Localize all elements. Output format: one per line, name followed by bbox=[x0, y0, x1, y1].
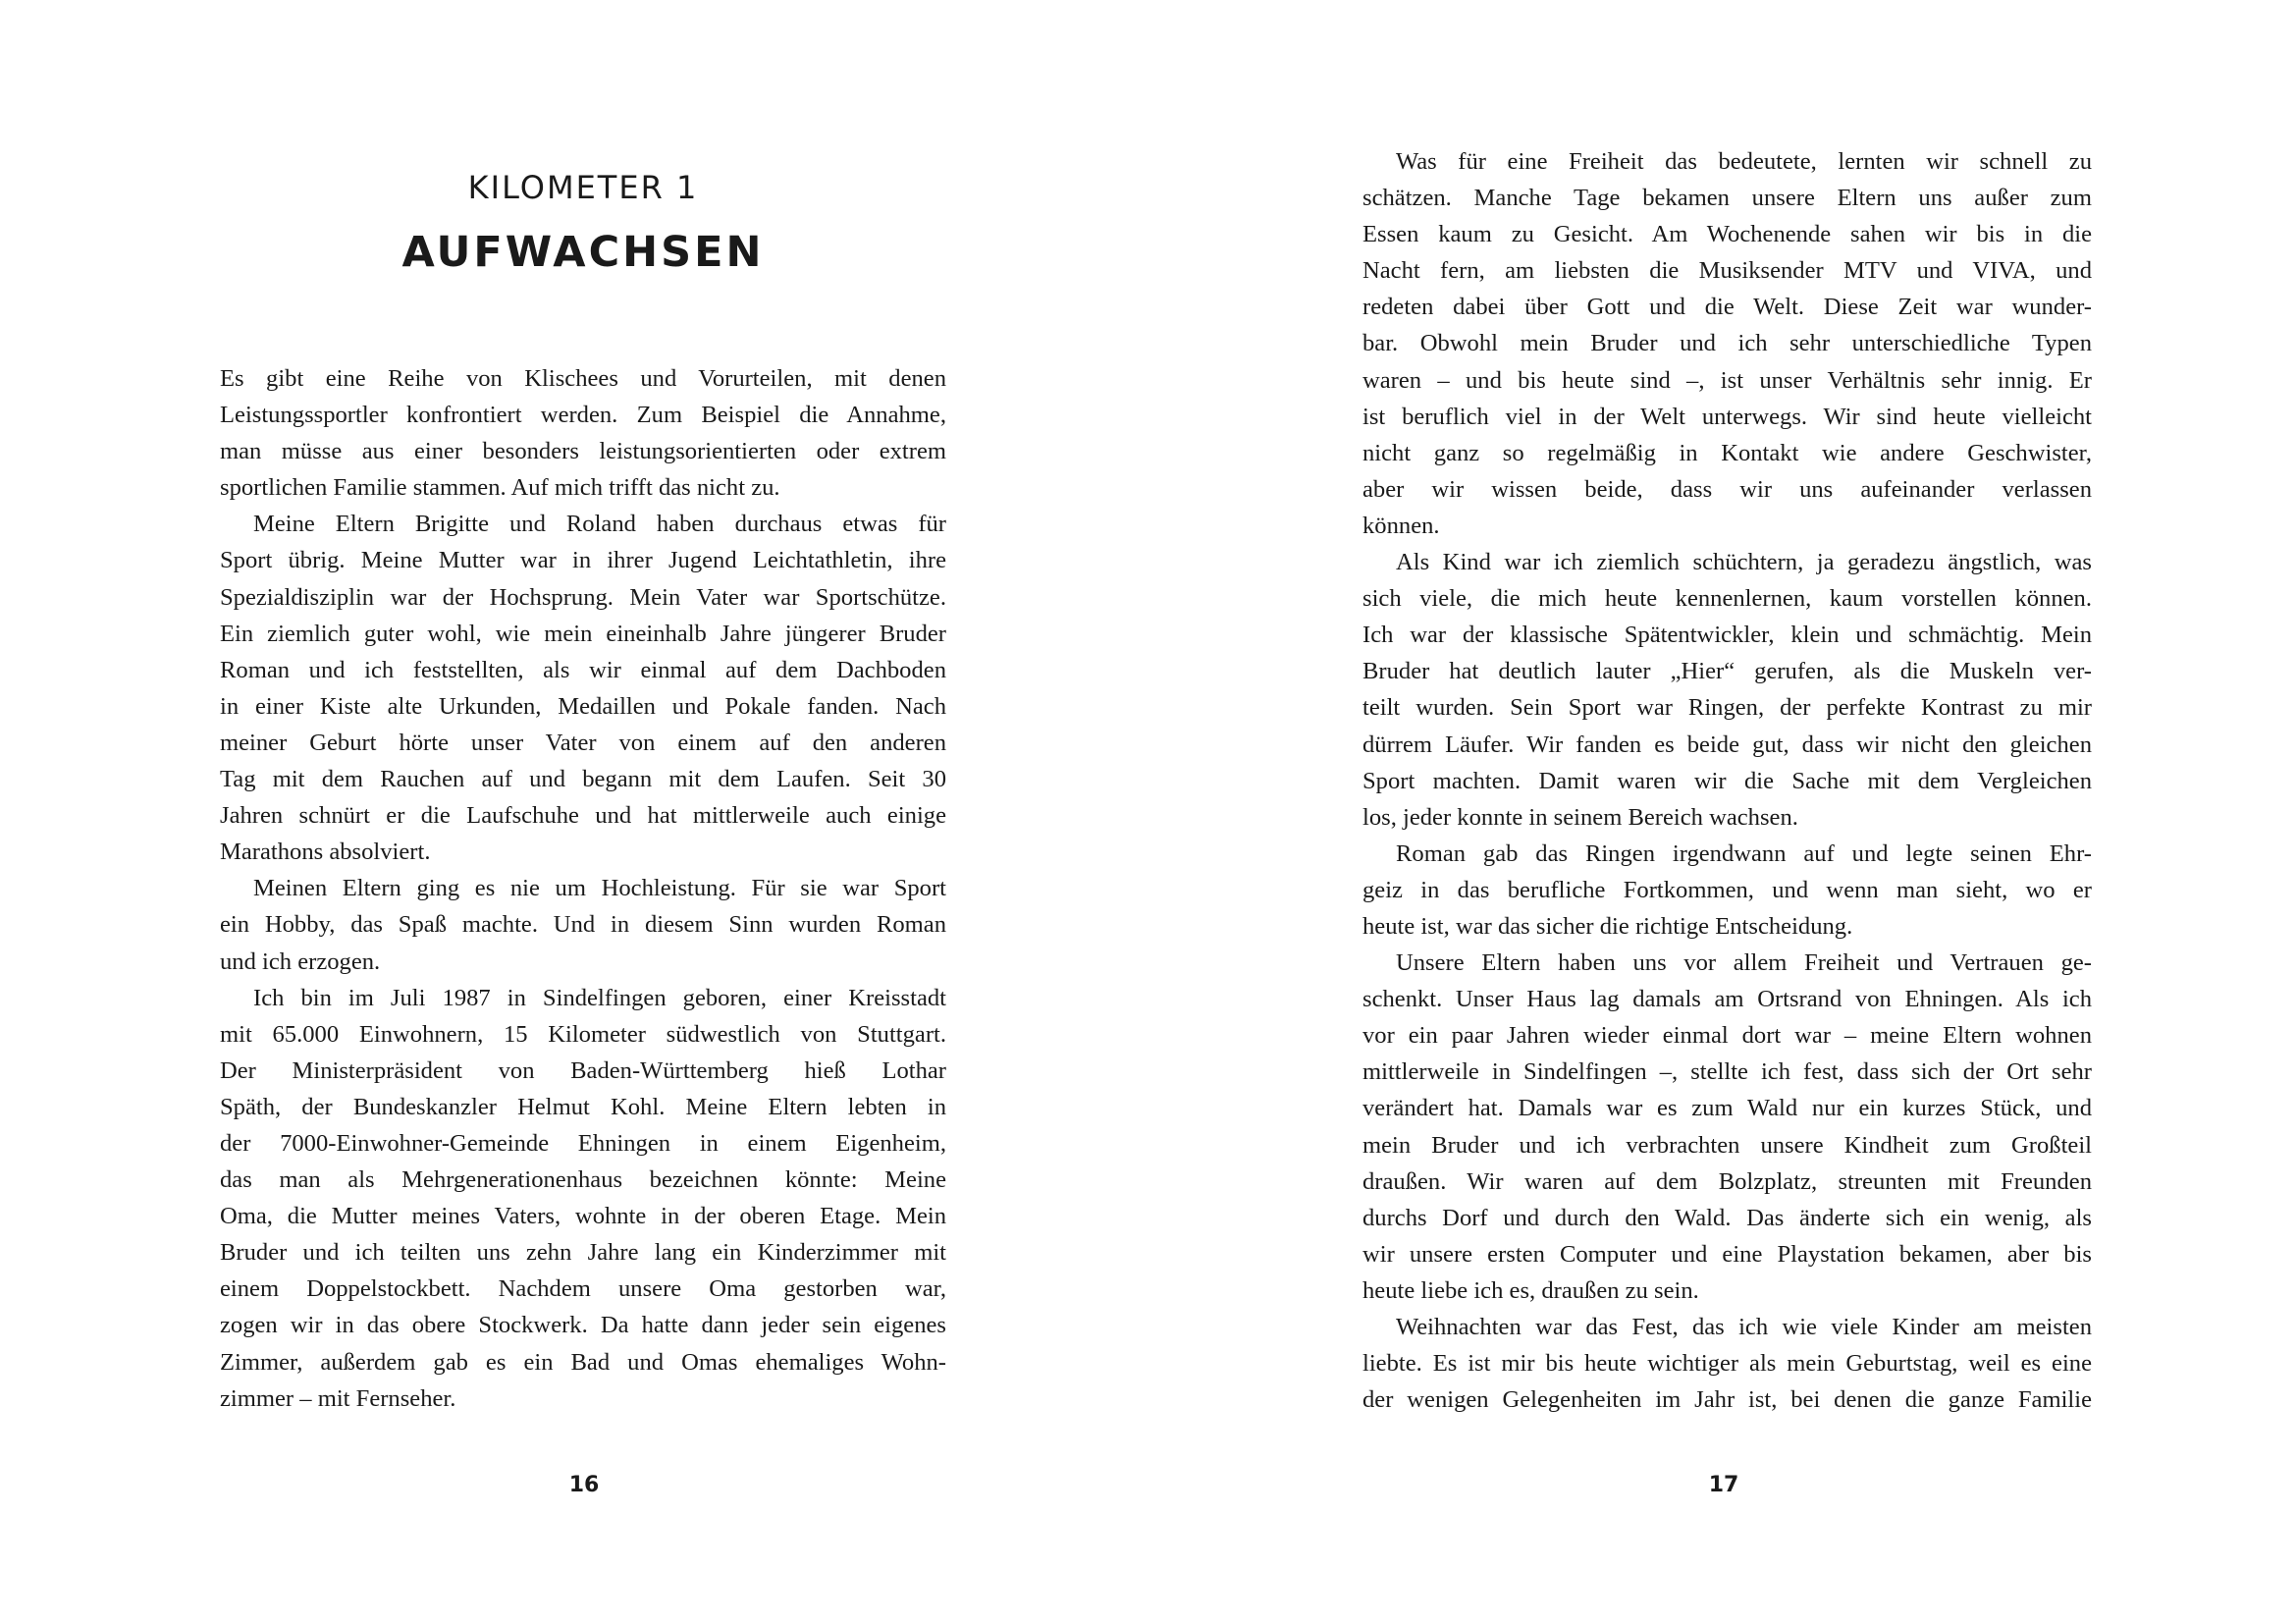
text-line: Zimmer, außerdem gab es ein Bad und Omas ehemaliges Wohn- bbox=[220, 1348, 946, 1376]
text-line: heute ist, war das sicher die richtige Entscheidung. bbox=[1362, 912, 1853, 940]
text-line: schätzen. Manche Tage bekamen unsere Eltern uns außer zum bbox=[1362, 185, 2092, 212]
text-line: Ich bin im Juli 1987 in Sindelfingen geboren, einer Kreisstadt bbox=[253, 984, 946, 1011]
text-line: ein Hobby, das Spaß machte. Und in diesem Sinn wurden Roman bbox=[220, 911, 946, 939]
text-line: das man als Mehrgenerationenhaus bezeichnen könnte: Meine bbox=[220, 1166, 946, 1194]
text-line: Spezialdisziplin war der Hochsprung. Mein Vater war Sportschütze. bbox=[220, 583, 946, 611]
text-line: können. bbox=[1362, 512, 1440, 539]
text-line: sich viele, die mich heute kennenlernen, kaum vorstellen können. bbox=[1362, 585, 2092, 613]
text-line: wir unsere ersten Computer und eine Playstation bekamen, aber bis bbox=[1362, 1240, 2092, 1268]
text-line: Es gibt eine Reihe von Klischees und Vorurteilen, mit denen bbox=[220, 365, 946, 392]
text-line: und ich erzogen. bbox=[220, 947, 381, 975]
text-line: Essen kaum zu Gesicht. Am Wochenende sahen wir bis in die bbox=[1362, 221, 2092, 248]
text-line: bar. Obwohl mein Bruder und ich sehr unterschiedliche Typen bbox=[1362, 330, 2092, 357]
text-line: Jahren schnürt er die Laufschuhe und hat mittlerweile auch einige bbox=[220, 802, 946, 830]
text-line: aber wir wissen beide, dass wir uns aufeinander verlassen bbox=[1362, 475, 2092, 503]
text-line: mittlerweile in Sindelfingen –, stellte ich fest, dass sich der Ort sehr bbox=[1362, 1058, 2092, 1086]
text-line: nicht ganz so regelmäßig in Kontakt wie andere Geschwister, bbox=[1362, 439, 2092, 466]
text-line: ist beruflich viel in der Welt unterwegs. Wir sind heute vielleicht bbox=[1362, 403, 2092, 430]
text-line: Roman und ich feststellten, als wir einmal auf dem Dachboden bbox=[220, 656, 946, 683]
text-line: liebte. Es ist mir bis heute wichtiger als mein Geburtstag, weil es eine bbox=[1362, 1350, 2092, 1378]
text-line: vor ein paar Jahren wieder einmal dort war – meine Eltern wohnen bbox=[1362, 1022, 2092, 1050]
text-line: Meinen Eltern ging es nie um Hochleistung. Für sie war Sport bbox=[253, 875, 946, 902]
chapter-kicker: KILOMETER 1 bbox=[467, 169, 699, 206]
text-line: heute liebe ich es, draußen zu sein. bbox=[1362, 1276, 1699, 1304]
text-line: Bruder hat deutlich lauter „Hier“ gerufen, als die Muskeln ver- bbox=[1362, 658, 2092, 685]
text-line: Meine Eltern Brigitte und Roland haben durchaus etwas für bbox=[253, 511, 946, 538]
text-line: draußen. Wir waren auf dem Bolzplatz, streunten mit Freunden bbox=[1362, 1167, 2092, 1195]
text-line: durchs Dorf und durch den Wald. Das änderte sich ein wenig, als bbox=[1362, 1204, 2092, 1231]
text-line: Roman gab das Ringen irgendwann auf und legte seinen Ehr- bbox=[1396, 839, 2092, 867]
text-line: sportlichen Familie stammen. Auf mich trifft das nicht zu. bbox=[220, 474, 780, 502]
text-line: mein Bruder und ich verbrachten unsere Kindheit zum Großteil bbox=[1362, 1131, 2092, 1159]
text-line: teilt wurden. Sein Sport war Ringen, der perfekte Kontrast zu mir bbox=[1362, 694, 2092, 722]
text-line: Bruder und ich teilten uns zehn Jahre lang ein Kinderzimmer mit bbox=[220, 1239, 946, 1267]
text-line: Weihnachten war das Fest, das ich wie viele Kinder am meisten bbox=[1396, 1314, 2092, 1340]
right-page bbox=[1148, 0, 2296, 1624]
text-line: Als Kind war ich ziemlich schüchtern, ja geradezu ängstlich, was bbox=[1396, 549, 2092, 576]
text-line: Der Ministerpräsident von Baden-Württemberg hieß Lothar bbox=[220, 1056, 946, 1084]
text-line: Späth, der Bundeskanzler Helmut Kohl. Meine Eltern lebten in bbox=[220, 1093, 946, 1120]
text-line: Was für eine Freiheit das bedeutete, lernten wir schnell zu bbox=[1396, 148, 2092, 175]
text-line: Tag mit dem Rauchen auf und begann mit dem Laufen. Seit 30 bbox=[220, 766, 946, 793]
page-number: 16 bbox=[568, 1473, 600, 1497]
text-line: zogen wir in das obere Stockwerk. Da hatte dann jeder sein eigenes bbox=[220, 1312, 946, 1339]
text-line: der wenigen Gelegenheiten im Jahr ist, bei denen die ganze Familie bbox=[1362, 1386, 2092, 1414]
text-line: geiz in das berufliche Fortkommen, und wenn man sieht, wo er bbox=[1362, 876, 2092, 903]
text-line: verändert hat. Damals war es zum Wald nur ein kurzes Stück, und bbox=[1362, 1095, 2092, 1122]
text-line: Oma, die Mutter meines Vaters, wohnte in der oberen Etage. Mein bbox=[220, 1203, 946, 1230]
text-line: Sport machten. Damit waren wir die Sache mit dem Vergleichen bbox=[1362, 767, 2092, 794]
text-line: einem Doppelstockbett. Nachdem unsere Oma gestorben war, bbox=[220, 1275, 946, 1303]
text-line: waren – und bis heute sind –, ist unser Verhältnis sehr innig. Er bbox=[1362, 366, 2092, 394]
right-body-text bbox=[1362, 143, 2092, 1418]
page-number: 17 bbox=[1708, 1473, 1739, 1497]
text-line: los, jeder konnte in seinem Bereich wachsen. bbox=[1362, 803, 1798, 831]
chapter-title: AUFWACHSEN bbox=[401, 228, 765, 277]
text-line: zimmer – mit Fernseher. bbox=[220, 1384, 456, 1412]
text-line: schenkt. Unser Haus lag damals am Ortsrand von Ehningen. Als ich bbox=[1362, 986, 2092, 1013]
text-line: in einer Kiste alte Urkunden, Medaillen und Pokale fanden. Nach bbox=[220, 692, 946, 720]
text-line: Ich war der klassische Spätentwickler, klein und schmächtig. Mein bbox=[1362, 622, 2092, 649]
text-line: Ein ziemlich guter wohl, wie mein eineinhalb Jahre jüngerer Bruder bbox=[220, 620, 946, 647]
text-line: der 7000-Einwohner-Gemeinde Ehningen in einem Eigenheim, bbox=[220, 1129, 946, 1157]
left-body-text bbox=[220, 360, 946, 1417]
text-line: meiner Geburt hörte unser Vater von einem auf den anderen bbox=[220, 729, 946, 756]
text-line: Marathons absolviert. bbox=[220, 839, 431, 866]
text-line: dürrem Läufer. Wir fanden es beide gut, dass wir nicht den gleichen bbox=[1362, 731, 2092, 758]
text-line: Sport übrig. Meine Mutter war in ihrer Jugend Leichtathletin, ihre bbox=[220, 547, 946, 574]
text-line: mit 65.000 Einwohnern, 15 Kilometer südwestlich von Stuttgart. bbox=[220, 1020, 946, 1048]
text-line: Nacht fern, am liebsten die Musiksender MTV und VIVA, und bbox=[1362, 257, 2092, 285]
text-line: Unsere Eltern haben uns vor allem Freiheit und Vertrauen ge- bbox=[1396, 949, 2092, 977]
text-line: Leistungssportler konfrontiert werden. Zum Beispiel die Annahme, bbox=[220, 402, 946, 429]
text-line: redeten dabei über Gott und die Welt. Diese Zeit war wunder- bbox=[1362, 294, 2092, 321]
text-line: man müsse aus einer besonders leistungsorientierten oder extrem bbox=[220, 438, 946, 465]
